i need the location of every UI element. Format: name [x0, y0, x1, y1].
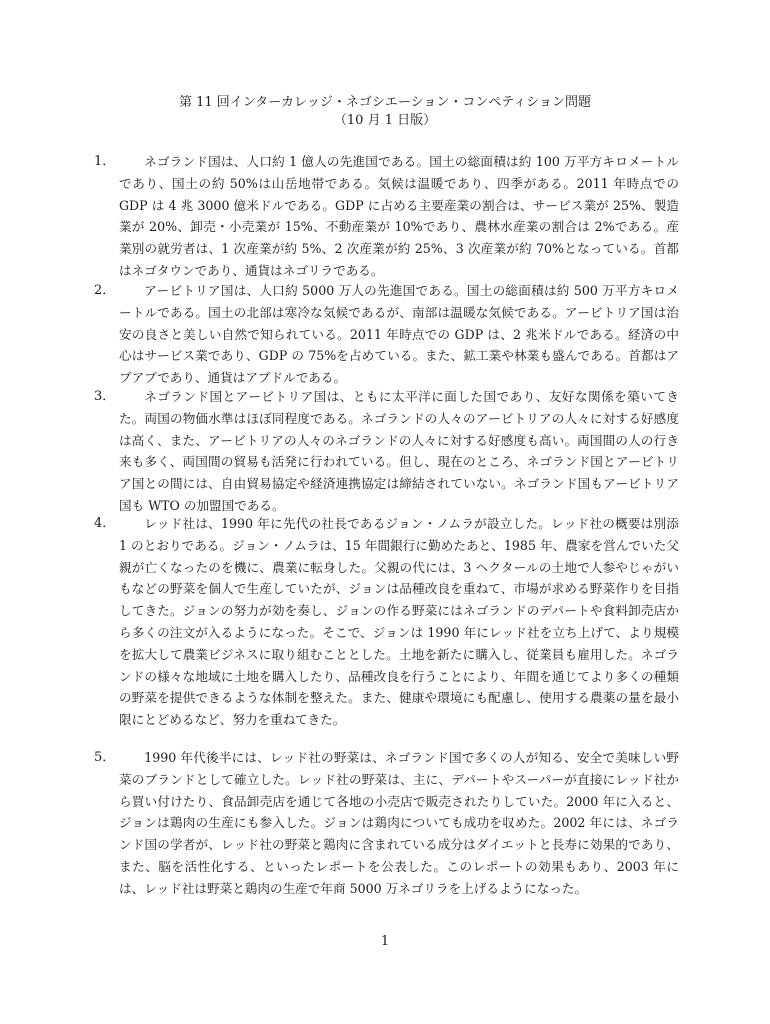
- document-edition: （10 月 1 日版）: [333, 113, 437, 128]
- document-title: 第 11 回インターカレッジ・ネゴシエーション・コンペティション問題: [178, 95, 592, 110]
- page-number: 1: [380, 934, 390, 949]
- item-number: 4．: [94, 516, 116, 531]
- item-number: 5．: [94, 750, 116, 765]
- item-text: ネゴランド国とアービトリア国は、ともに太平洋に面した国であり、友好な関係を築いてきた。両国の物価水準はほぼ同程度である。ネゴランドの人々のアービトリアの人々に対する好感度は高く、また、アービトリアの人々のネゴランドの人々に対する好感度も高い。両国間の人の行き来も多く、両国間の貿易も活発に行われている。但し、現在のところ、ネゴランド国とアービトリア国との間には、自由貿易協定や経済連携協定は締結されていない。ネゴランド国もアービトリア国も WTO の加盟国である。: [119, 389, 679, 513]
- item-number: 3．: [94, 389, 116, 404]
- item-text: レッド社は、1990 年に先代の社長であるジョン・ノムラが設立した。レッド社の概要は別添 1 のとおりである。ジョン・ノムラは、15 年間銀行に勤めたあと、1985 年、農家を営んでいた父親が亡くなったのを機に、農業に転身した。父親の代には、3 ヘクタールの土地で人参やじゃがいもなどの野菜を個人で生産していたが、ジョンは品種改良を重ねて、市場が求める野菜作りを目指してきた。ジョンの努力が効を奏し、ジョンの作る野菜にはネゴランドのデパートや食料卸売店から多くの注文が入るようになった。そこで、ジョンは 1990 年にレッド社を立ち上げて、より規模を拡大して農業ビジネスに取り組むこととした。土地を新たに購入し、従業員も雇用した。ネゴランドの様々な地域に土地を購入したり、品種改良を行うことにより、年間を通じてより多くの種類の野菜を提供できるような体制を整えた。また、健康や環境にも配慮し、使用する農薬の量を最小限にとどめるなど、努力を重ねてきた。: [119, 516, 679, 728]
- item-number: 1．: [94, 154, 116, 169]
- item-number: 2．: [94, 283, 116, 298]
- item-text: アービトリア国は、人口約 5000 万人の先進国である。国土の総面積は約 500 万平方キロメートルである。国土の北部は寒冷な気候であるが、南部は温暖な気候である。アービトリア国は治安の良さと美しい自然で知られている。2011 年時点での GDP は、2 兆米ドルである。経済の中心はサービス業であり、GDP の 75%を占めている。また、鉱工業や林業も盛んである。首都はアブアブであり、通貨はアブドルである。: [119, 283, 679, 386]
- item-text: 1990 年代後半には、レッド社の野菜は、ネゴランド国で多くの人が知る、安全で美味しい野菜のブランドとして確立した。レッド社の野菜は、主に、デパートやスーパーが直接にレッド社から買い付けたり、食品卸売店を通じて各地の小売店で販売されたりしていた。2000 年に入ると、ジョンは鶏肉の生産にも参入した。ジョンは鶏肉についても成功を収めた。2002 年には、ネゴランド国の学者が、レッド社の野菜と鶏肉に含まれている成分はダイエットと長寿に効果的であり、また、脳を活性化する、といったレポートを公表した。このレポートの効果もあり、2003 年には、レッド社は野菜と鶏肉の生産で年商 5000 万ネゴリラを上げるようになった。: [119, 750, 679, 896]
- item-text: ネゴランド国は、人口約 1 億人の先進国である。国土の総面積は約 100 万平方キロメートルであり、国土の約 50%は山岳地帯である。気候は温暖であり、四季がある。2011 年時点での GDP は 4 兆 3000 億米ドルである。GDP に占める主要産業の割合は、サービス業が 25%、製造業が 20%、卸売・小売業が 15%、不動産業が 10%であり、農林水産業の割合は 2%である。産業別の就労者は、1 次産業が約 5%、2 次産業が約 25%、3 次産業が約 70%となっている。首都はネゴタウンであり、通貨はネゴリラである。: [119, 154, 679, 278]
